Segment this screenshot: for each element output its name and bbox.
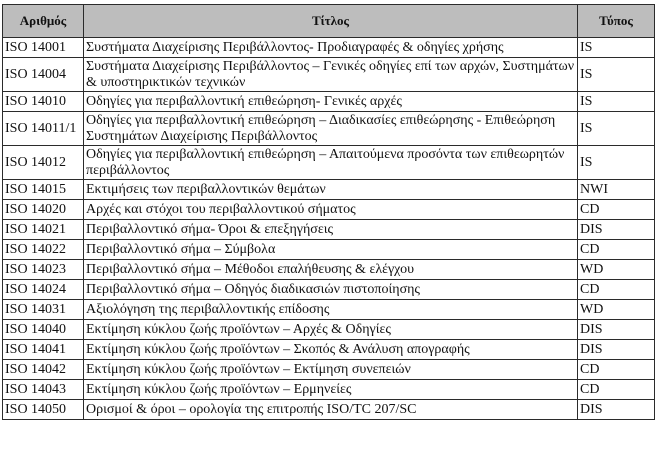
- standard-number: ISO 14010: [3, 92, 84, 112]
- standard-type: CD: [578, 280, 655, 300]
- standard-title: Εκτίμηση κύκλου ζωής προϊόντων – Εκτίμηση συνεπειών: [84, 360, 578, 380]
- standard-title: Συστήματα Διαχείρισης Περιβάλλοντος – Γενικές οδηγίες επί των αρχών, Συστημάτων & υποστηρικτικών τεχνικών: [84, 58, 578, 92]
- standard-type: IS: [578, 146, 655, 180]
- table-row: [3, 300, 655, 320]
- standard-title: Ορισμοί & όροι – ορολογία της επιτροπής ISO/TC 207/SC: [84, 400, 578, 420]
- standard-title: Συστήματα Διαχείρισης Περιβάλλοντος- Προδιαγραφές & οδηγίες χρήσης: [84, 38, 578, 58]
- standard-title: Εκτίμηση κύκλου ζωής προϊόντων – Ερμηνείες: [84, 380, 578, 400]
- standard-type: DIS: [578, 220, 655, 240]
- standard-title: Εκτιμήσεις των περιβαλλοντικών θεμάτων: [84, 180, 578, 200]
- standard-type: CD: [578, 240, 655, 260]
- table-row: [3, 340, 655, 360]
- standard-type: IS: [578, 58, 655, 92]
- standard-number: ISO 14012: [3, 146, 84, 180]
- table-row: [3, 380, 655, 400]
- table-row: [3, 240, 655, 260]
- standard-number: ISO 14050: [3, 400, 84, 420]
- table-row: [3, 400, 655, 420]
- table-row: [3, 200, 655, 220]
- standard-number: ISO 14021: [3, 220, 84, 240]
- standard-number: ISO 14020: [3, 200, 84, 220]
- standard-number: ISO 14043: [3, 380, 84, 400]
- header-number: Αριθμός: [3, 5, 84, 38]
- standard-title: Περιβαλλοντικό σήμα – Μέθοδοι επαλήθευσης & ελέγχου: [84, 260, 578, 280]
- standard-number: ISO 14040: [3, 320, 84, 340]
- standard-title: Εκτίμηση κύκλου ζωής προϊόντων – Αρχές & Οδηγίες: [84, 320, 578, 340]
- header-row: [3, 5, 655, 38]
- standard-title: Αρχές και στόχοι του περιβαλλοντικού σήματος: [84, 200, 578, 220]
- standard-type: DIS: [578, 400, 655, 420]
- standard-type: NWI: [578, 180, 655, 200]
- standard-title: Εκτίμηση κύκλου ζωής προϊόντων – Σκοπός & Ανάλυση απογραφής: [84, 340, 578, 360]
- table-row: [3, 260, 655, 280]
- table-row: [3, 220, 655, 240]
- standard-number: ISO 14023: [3, 260, 84, 280]
- iso-standards-table: [2, 4, 655, 420]
- standard-type: WD: [578, 300, 655, 320]
- standard-type: WD: [578, 260, 655, 280]
- standard-number: ISO 14031: [3, 300, 84, 320]
- standard-number: ISO 14001: [3, 38, 84, 58]
- standard-type: IS: [578, 92, 655, 112]
- standard-number: ISO 14042: [3, 360, 84, 380]
- standard-type: DIS: [578, 320, 655, 340]
- table-row: [3, 360, 655, 380]
- standard-title: Αξιολόγηση της περιβαλλοντικής επίδοσης: [84, 300, 578, 320]
- table-row: [3, 180, 655, 200]
- table-row: [3, 58, 655, 92]
- standard-number: ISO 14011/1: [3, 112, 84, 146]
- table-row: [3, 92, 655, 112]
- standard-type: IS: [578, 38, 655, 58]
- standard-type: CD: [578, 380, 655, 400]
- standard-title: Οδηγίες για περιβαλλοντική επιθεώρηση – Απαιτούμενα προσόντα των επιθεωρητών περιβάλλοντος: [84, 146, 578, 180]
- standard-type: CD: [578, 360, 655, 380]
- table-row: [3, 38, 655, 58]
- standard-type: IS: [578, 112, 655, 146]
- table-row: [3, 320, 655, 340]
- standard-number: ISO 14015: [3, 180, 84, 200]
- standard-number: ISO 14004: [3, 58, 84, 92]
- standard-title: Οδηγίες για περιβαλλοντική επιθεώρηση – Διαδικασίες επιθεώρησης - Επιθεώρηση Συστημάτων Διαχείρισης Περιβάλλοντος: [84, 112, 578, 146]
- standard-number: ISO 14022: [3, 240, 84, 260]
- standard-title: Περιβαλλοντικό σήμα – Οδηγός διαδικασιών πιστοποίησης: [84, 280, 578, 300]
- standard-type: CD: [578, 200, 655, 220]
- header-type: Τύπος: [578, 5, 655, 38]
- table-row: [3, 280, 655, 300]
- standard-type: DIS: [578, 340, 655, 360]
- header-title: Τίτλος: [84, 5, 578, 38]
- table-row: [3, 112, 655, 146]
- standard-number: ISO 14041: [3, 340, 84, 360]
- standard-title: Περιβαλλοντικό σήμα- Όροι & επεξηγήσεις: [84, 220, 578, 240]
- table-row: [3, 146, 655, 180]
- standard-title: Περιβαλλοντικό σήμα – Σύμβολα: [84, 240, 578, 260]
- standard-number: ISO 14024: [3, 280, 84, 300]
- standard-title: Οδηγίες για περιβαλλοντική επιθεώρηση- Γενικές αρχές: [84, 92, 578, 112]
